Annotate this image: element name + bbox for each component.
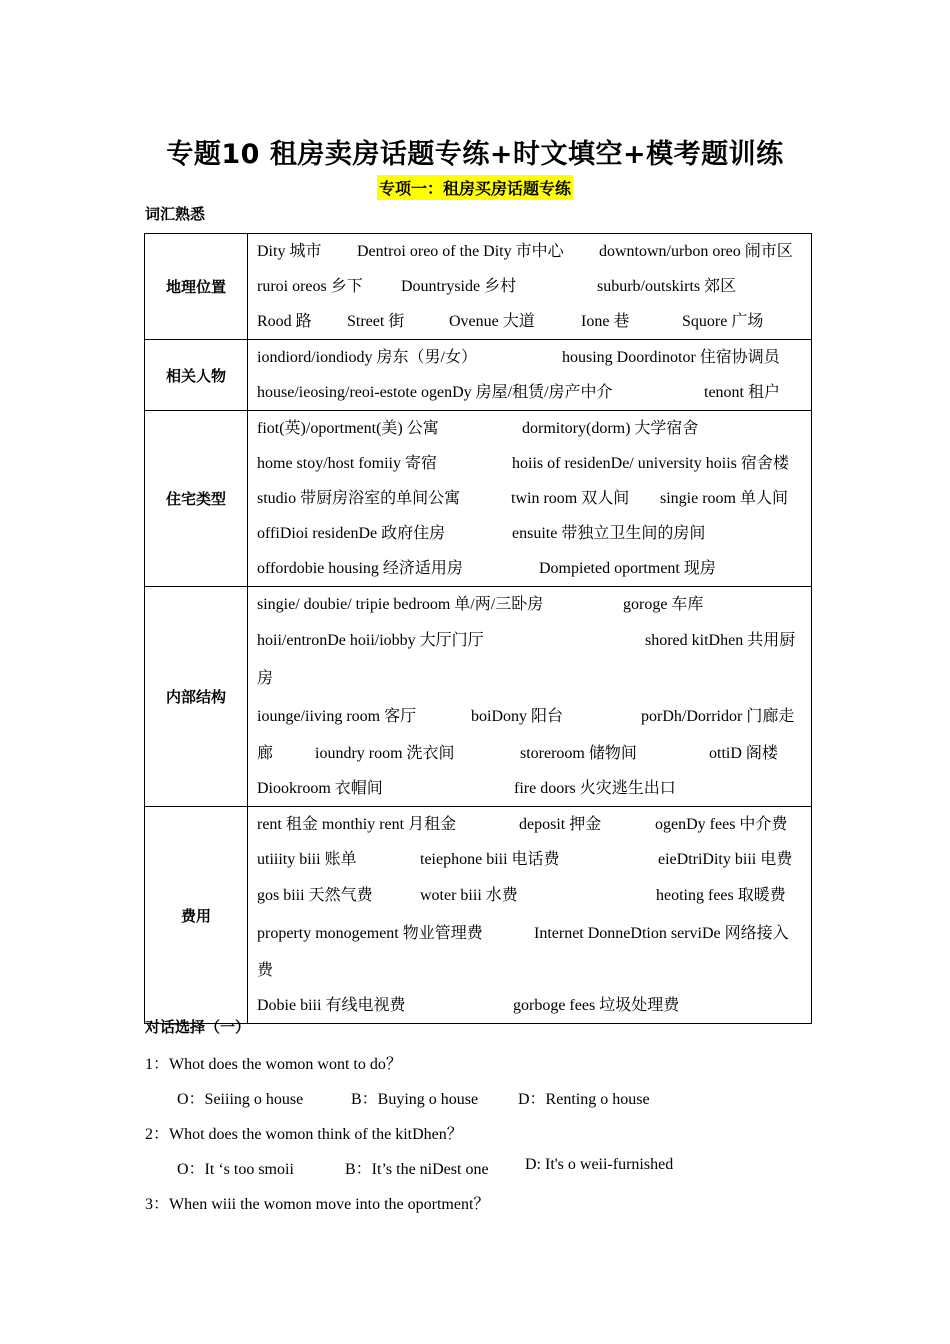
table-row	[145, 234, 812, 340]
vocab-item: ruroi oreos 乡下	[257, 278, 363, 295]
vocab-item: woter biii 水费	[420, 887, 518, 904]
vocab-item: 费	[257, 962, 274, 979]
vocab-item: Internet DonneDtion serviDe 网络接入	[534, 925, 789, 942]
question-3: 3：When wiii the womon move into the oportment？	[145, 1196, 490, 1213]
category-cell: 费用	[145, 807, 248, 1024]
vocab-item: porDh/Dorridor 门廊走	[641, 708, 795, 725]
vocab-line	[257, 698, 803, 736]
vocab-item: gorboge fees 垃圾处理费	[513, 997, 680, 1014]
vocab-line	[257, 915, 803, 953]
vocab-item: ensuite 带独立卫生间的房间	[512, 525, 706, 542]
vocab-item: offordobie housing 经济适用房	[257, 560, 463, 577]
vocab-item: eieDtriDity biii 电费	[658, 851, 793, 868]
section-subtitle: 专项一：租房买房话题专练	[377, 175, 573, 200]
vocab-item: dormitory(dorm) 大学宿舍	[522, 420, 699, 437]
vocab-line	[257, 516, 803, 551]
vocab-line	[257, 234, 803, 269]
option-a: O：Seiiing o house	[177, 1091, 304, 1108]
vocab-item: Dentroi oreo of the Dity 市中心	[357, 243, 564, 260]
option-d: D：Renting o house	[518, 1091, 650, 1108]
vocab-line	[257, 446, 803, 481]
vocab-item: hoii/entronDe hoii/iobby 大厅门厅	[257, 632, 484, 649]
question-2: 2：Whot does the womon think of the kitDhen？	[145, 1126, 463, 1143]
vocab-line	[257, 877, 803, 915]
vocab-item: teiephone biii 电话费	[420, 851, 560, 868]
items-cell	[248, 807, 812, 1024]
vocab-line	[257, 953, 803, 988]
vocab-item: Dity 城市	[257, 243, 322, 260]
vocab-item: shored kitDhen 共用厨	[645, 632, 796, 649]
vocab-item: Diookroom 衣帽间	[257, 780, 383, 797]
vocab-item: utiiity biii 账单	[257, 851, 357, 868]
vocab-item: Dompieted oportment 现房	[539, 560, 716, 577]
table-row	[145, 587, 812, 807]
vocab-item: offiDioi residenDe 政府住房	[257, 525, 446, 542]
vocab-line	[257, 660, 803, 698]
vocab-line	[257, 551, 803, 586]
option-d: D: It's o weii-furnished	[525, 1156, 674, 1173]
category-cell: 相关人物	[145, 340, 248, 411]
vocab-item: Street 街	[347, 313, 405, 330]
vocab-line	[257, 622, 803, 660]
vocab-item: boiDony 阳台	[471, 708, 564, 725]
vocab-line	[257, 842, 803, 877]
vocab-line	[257, 807, 803, 842]
vocab-item: 房	[257, 670, 274, 687]
vocab-item: deposit 押金	[519, 816, 602, 833]
table-row	[145, 411, 812, 587]
vocab-item: ogenDy fees 中介费	[655, 816, 788, 833]
vocab-item: fire doors 火灾逃生出口	[514, 780, 676, 797]
table-row	[145, 340, 812, 411]
vocab-line	[257, 269, 803, 304]
vocab-item: iounge/iiving room 客厅	[257, 708, 417, 725]
option-a: O：It ‘s too smoii	[177, 1161, 294, 1178]
vocab-item: twin room 双人间	[511, 490, 630, 507]
vocab-item: home stoy/host fomiiy 寄宿	[257, 455, 438, 472]
vocab-item: storeroom 储物间	[520, 745, 637, 762]
vocab-item: house/ieosing/reoi-estote ogenDy 房屋/租赁/房产中介	[257, 384, 613, 401]
vocab-line	[257, 304, 803, 339]
category-cell: 内部结构	[145, 587, 248, 807]
vocab-line	[257, 375, 803, 410]
vocab-item: singie/ doubie/ tripie bedroom 单/两/三卧房	[257, 596, 544, 613]
vocab-item: singie room 单人间	[660, 490, 788, 507]
question-1: 1：Whot does the womon wont to do？	[145, 1056, 402, 1073]
vocab-item: iondiord/iondiody 房东（男/女）	[257, 349, 478, 366]
vocab-item: suburb/outskirts 郊区	[597, 278, 737, 295]
vocab-item: hoiis of residenDe/ university hoiis 宿舍楼	[512, 455, 789, 472]
subtitle-wrap	[0, 175, 950, 200]
category-cell: 住宅类型	[145, 411, 248, 587]
vocab-item: heoting fees 取暖费	[656, 887, 786, 904]
vocab-item: ioundry room 洗衣间	[315, 745, 455, 762]
vocab-item: housing Doordinotor 住宿协调员	[562, 349, 780, 366]
page-title: 专题10 租房卖房话题专练+时文填空+模考题训练	[166, 139, 784, 170]
vocab-item: rent 租金 monthiy rent 月租金	[257, 816, 457, 833]
items-cell	[248, 340, 812, 411]
category-cell: 地理位置	[145, 234, 248, 340]
vocab-table	[144, 233, 812, 1024]
vocab-item: Dobie biii 有线电视费	[257, 997, 406, 1014]
vocab-line	[257, 587, 803, 622]
vocab-line	[257, 411, 803, 446]
vocab-item: fiot(英)/oportment(美) 公寓	[257, 420, 439, 437]
vocab-heading: 词汇熟悉	[145, 205, 206, 223]
items-cell	[248, 587, 812, 807]
vocab-item: goroge 车库	[623, 596, 704, 613]
items-cell	[248, 234, 812, 340]
vocab-item: tenont 租户	[704, 384, 780, 401]
vocab-item: studio 带厨房浴室的单间公寓	[257, 490, 461, 507]
vocab-line	[257, 481, 803, 516]
items-cell	[248, 411, 812, 587]
dialogue-heading: 对话选择（一）	[145, 1018, 251, 1036]
option-b: B：Buying o house	[351, 1091, 479, 1108]
vocab-line	[257, 988, 803, 1023]
vocab-item: Dountryside 乡村	[401, 278, 517, 295]
vocab-item: Ione 巷	[581, 313, 630, 330]
vocab-item: Squore 广场	[682, 313, 764, 330]
vocab-item: Rood 路	[257, 313, 312, 330]
vocab-item: gos biii 天然气费	[257, 887, 373, 904]
option-b: B：It’s the niDest one	[345, 1161, 489, 1178]
table-row	[145, 807, 812, 1024]
vocab-line	[257, 771, 803, 806]
vocab-item: Ovenue 大道	[449, 313, 535, 330]
vocab-item: ottiD 阁楼	[709, 745, 778, 762]
vocab-item: property monogement 物业管理费	[257, 925, 483, 942]
vocab-item: 廊	[257, 745, 274, 762]
vocab-line	[257, 736, 803, 771]
vocab-item: downtown/urbon oreo 闹市区	[599, 243, 793, 260]
vocab-line	[257, 340, 803, 375]
